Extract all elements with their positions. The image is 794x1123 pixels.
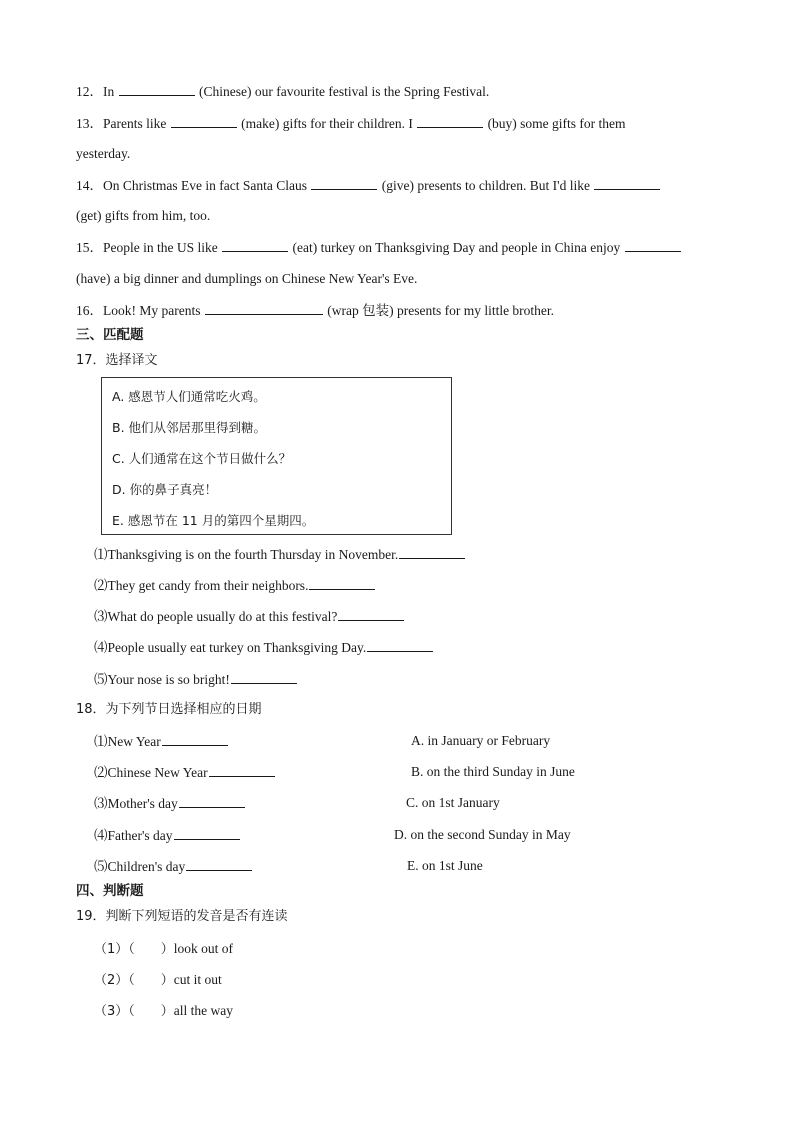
- answer-blank[interactable]: [625, 238, 681, 252]
- answer-blank[interactable]: [367, 638, 433, 652]
- q17-item-4: ⑷People usually eat turkey on Thanksgiving Day.: [94, 638, 434, 657]
- question-15: 15．People in the US like (eat) turkey on Thanksgiving Day and people in China enjoy: [76, 238, 682, 257]
- answer-blank[interactable]: [417, 114, 483, 128]
- question-14-continued: (get) gifts from him, too.: [76, 208, 211, 223]
- q19-item-3: （3）（ ）all the way: [94, 1003, 234, 1019]
- section-title-judgement: 四、判断题: [76, 883, 144, 899]
- translation-options-box: [101, 377, 452, 535]
- option-d: D. 你的鼻子真亮！: [112, 482, 218, 497]
- q17-item-5: ⑸Your nose is so bright!: [94, 670, 298, 689]
- question-13: 13．Parents like (make) gifts for their children. I (buy) some gifts for them: [76, 116, 626, 131]
- answer-blank[interactable]: [186, 857, 252, 871]
- question-12: 12．In (Chinese) our favourite festival is the Spring Festival.: [76, 84, 490, 99]
- answer-blank[interactable]: [309, 576, 375, 590]
- option-a: A. 感恩节人们通常吃火鸡。: [112, 389, 266, 404]
- q18-left-4: ⑷Father's day: [94, 826, 241, 845]
- answer-blank[interactable]: [399, 545, 465, 559]
- section-title-matching: 三、匹配题: [76, 327, 144, 343]
- answer-blank[interactable]: [311, 176, 377, 190]
- answer-blank[interactable]: [222, 238, 288, 252]
- q18-right-d: D. on the second Sunday in May: [394, 827, 571, 842]
- q18-right-a: A. in January or February: [411, 733, 551, 748]
- q18-right-e: E. on 1st June: [407, 858, 483, 873]
- q18-right-c: C. on 1st January: [406, 795, 500, 810]
- q18-left-2: ⑵Chinese New Year: [94, 763, 276, 782]
- q18-right-b: B. on the third Sunday in June: [411, 764, 575, 779]
- answer-blank[interactable]: [174, 826, 240, 840]
- answer-blank[interactable]: [171, 114, 237, 128]
- answer-blank[interactable]: [209, 763, 275, 777]
- q17-item-1: ⑴Thanksgiving is on the fourth Thursday in November.: [94, 545, 466, 564]
- q18-left-3: ⑶Mother's day: [94, 794, 246, 813]
- answer-blank[interactable]: [594, 176, 660, 190]
- answer-blank[interactable]: [162, 732, 228, 746]
- q17-item-2: ⑵They get candy from their neighbors.: [94, 576, 376, 595]
- q17-item-3: ⑶What do people usually do at this festival?: [94, 607, 405, 626]
- question-16: 16．Look! My parents (wrap 包装) presents for my little brother.: [76, 303, 555, 318]
- option-b: B. 他们从邻居那里得到糖。: [112, 420, 267, 435]
- q19-item-1: （1）（ ）look out of: [94, 941, 234, 957]
- question-18-title: 18．为下列节日选择相应的日期: [76, 702, 262, 717]
- question-19-title: 19．判断下列短语的发音是否有连读: [76, 909, 288, 924]
- question-13-continued: yesterday.: [76, 146, 131, 161]
- q19-item-2: （2）（ ）cut it out: [94, 972, 222, 988]
- q18-left-1: ⑴New Year: [94, 732, 229, 751]
- q18-left-5: ⑸Children's day: [94, 857, 253, 876]
- answer-blank[interactable]: [205, 301, 323, 315]
- question-14: 14．On Christmas Eve in fact Santa Claus (give) presents to children. But I'd like: [76, 176, 661, 195]
- answer-blank[interactable]: [231, 670, 297, 684]
- answer-blank[interactable]: [119, 82, 195, 96]
- question-17-title: 17．选择译文: [76, 353, 158, 368]
- option-e: E. 感恩节在 11 月的第四个星期四。: [112, 513, 315, 528]
- answer-blank[interactable]: [338, 607, 404, 621]
- option-c: C. 人们通常在这个节日做什么？: [112, 451, 292, 466]
- question-15-continued: (have) a big dinner and dumplings on Chinese New Year's Eve.: [76, 271, 418, 286]
- answer-blank[interactable]: [179, 794, 245, 808]
